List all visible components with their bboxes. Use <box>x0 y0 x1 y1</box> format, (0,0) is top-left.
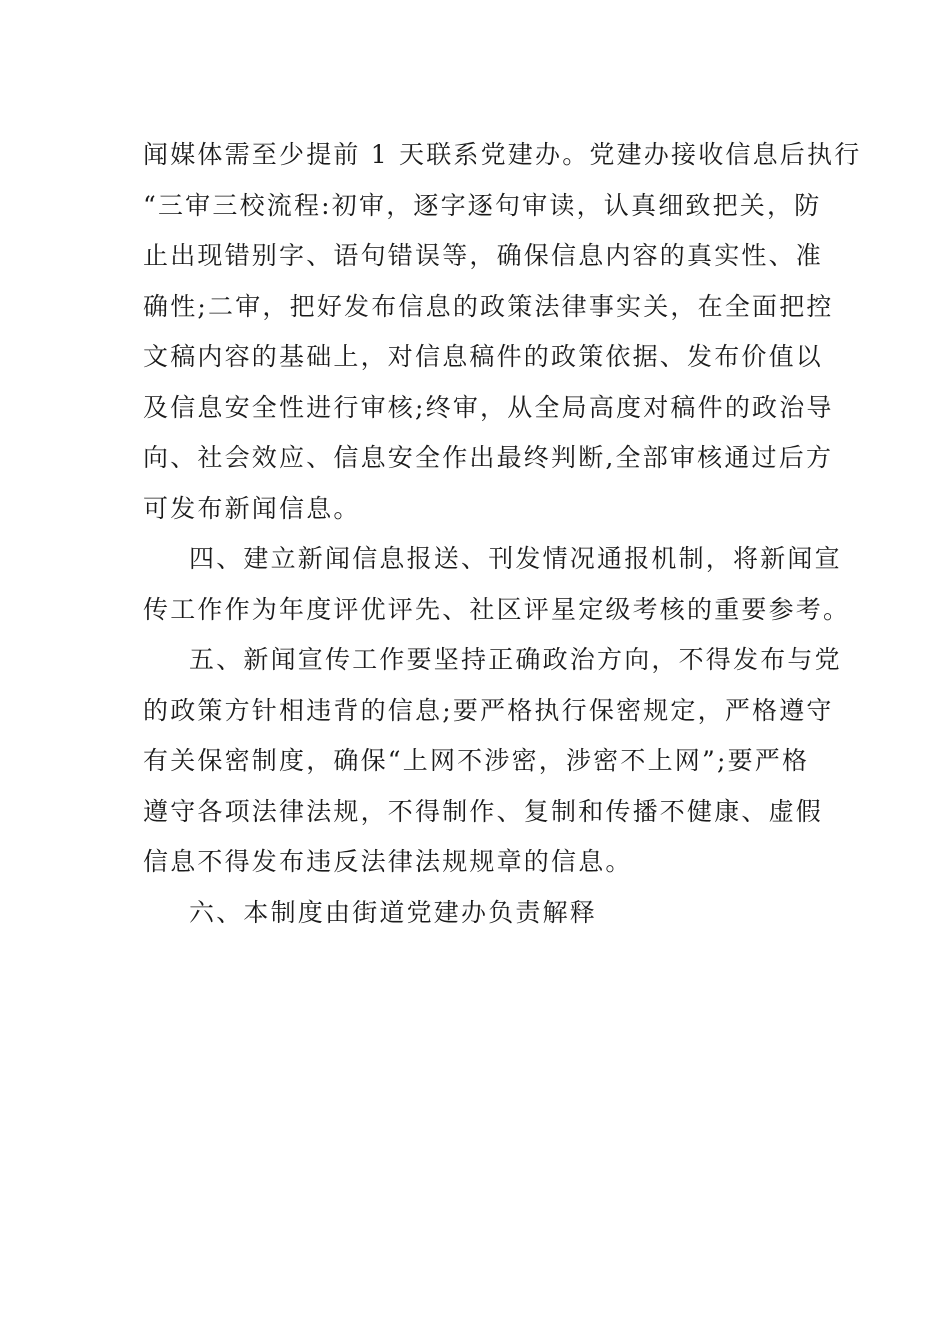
text-line: 向、社会效应、信息安全作出最终判断,全部审核通过后方 <box>143 443 834 472</box>
text-line: 信息不得发布违反法律法规规章的信息。 <box>143 847 633 876</box>
text-line: 传工作作为年度评优评先、社区评星定级考核的重要参考。 <box>143 594 851 624</box>
text-line: 遵守各项法律法规，不得制作、复制和传播不健康、虚假 <box>143 796 824 826</box>
text-line: 的政策方针相违背的信息;要严格执行保密规定，严格遵守 <box>143 695 834 725</box>
text-line-first: 五、新闻宣传工作要坚持正确政治方向，不得发布与党 <box>189 645 842 674</box>
text-line: 闻媒体需至少提前 1 天联系党建办。党建办接收信息后执行 <box>143 140 862 169</box>
text-line: 有关保密制度，确保“上网不涉密，涉密不上网”;要严格 <box>143 746 810 775</box>
paragraph-6 <box>143 888 813 939</box>
text-line-first: 四、建立新闻信息报送、刊发情况通报机制，将新闻宣 <box>189 544 842 573</box>
text-line: 文稿内容的基础上，对信息稿件的政策依据、发布价值以 <box>143 342 824 371</box>
text-line: “三审三校流程:初审，逐字逐句审读，认真细致把关，防 <box>143 190 822 220</box>
text-line: 可发布新闻信息。 <box>143 493 361 523</box>
text-line: 确性;二审，把好发布信息的政策法律事实关，在全面把控 <box>143 291 834 321</box>
paragraph-3-continued <box>143 130 862 534</box>
text-line: 止出现错别字、语句错误等，确保信息内容的真实性、准 <box>143 241 824 270</box>
document-body <box>143 130 862 938</box>
paragraph-5 <box>143 635 842 888</box>
paragraph-4 <box>143 534 851 635</box>
text-line-first: 六、本制度由街道党建办负责解释 <box>189 897 598 927</box>
text-line: 及信息安全性进行审核;终审，从全局高度对稿件的政治导 <box>143 392 834 422</box>
